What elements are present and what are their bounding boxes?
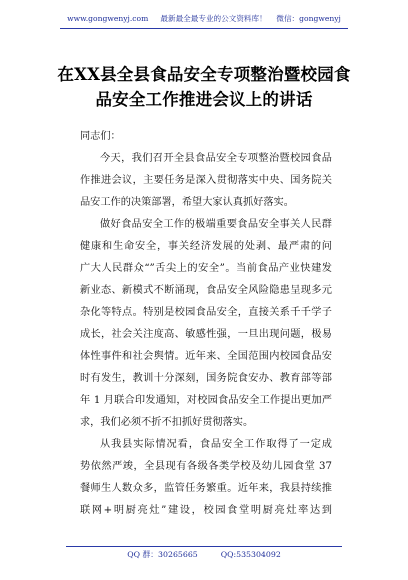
title-line-1: 在XX县全县食品安全专项整治暨校园食 [57, 65, 351, 84]
body-line: 广大人民群众“”舌尖上的安全”。当前食品产业快建发 [80, 263, 332, 274]
document-body [80, 126, 332, 522]
body-line: 从我县实际情况看，食品安全工作取得了一定成 [100, 439, 332, 450]
body-line: 求，我们必须不折不扣抓好贯彻落实。 [80, 417, 254, 428]
body-line: 年 1 月联合印发通知，对校园食品安全工作提出更加严 [80, 395, 332, 406]
header-banner [0, 14, 408, 24]
body-line: 品安工作的决策部署，希望大家认真抓好落实。 [80, 197, 294, 208]
body-line: 健康和生命安全，事关经济发展的处剥、最严肃的问 [80, 241, 332, 252]
body-line: 体性事件和社会舆情。近年来、全国范围内校园食品安 [80, 351, 332, 362]
footer-qq-group: QQ 群：30265665 [127, 550, 198, 559]
title-line-2: 品安全工作推进会议上的讲话 [95, 90, 313, 109]
header-slogan: 最新最全最专业的公文资料库！ [160, 14, 267, 23]
body-line: 时有发生，教训十分深刻，国务院食安办、教育部等部 [80, 373, 332, 384]
header-divider [60, 28, 348, 29]
document-title [54, 62, 354, 112]
greeting: 同志们： [80, 131, 121, 142]
body-line: 餐师生人数众多，监管任务繁重。近年来，我县持续推 [80, 483, 332, 494]
body-line: 联网+明厨亮灶”建设，校园食堂明厨亮灶率达到 [80, 505, 332, 516]
footer-divider [66, 546, 342, 547]
body-line: 势依然严竣，全县现有各级各类学校及幼儿园食堂 37 [80, 461, 332, 472]
header-wechat: 微信：gongwenyj [276, 14, 341, 23]
footer-qq: QQ:535304092 [220, 550, 281, 559]
body-line: 今天，我们召开全县食品安全专项整治暨校园食品 [100, 153, 332, 164]
body-line: 作推进会议，主要任务是深入贯彻落实中央、国务院关 [80, 175, 332, 186]
body-line: 新业态、新模式不断涌现，食品安全风险隐患呈现多元 [80, 285, 332, 296]
body-line: 做好食品安全工作的极端重要食品安全事关人民群 [100, 219, 332, 230]
body-line: 成长，社会关注度高、敏感性强，一旦出现问题，极易 [80, 329, 332, 340]
header-website[interactable]: www.gongwenyj.com [67, 14, 149, 23]
body-line: 杂化等特点。特别是校园食品安全，直接关系千千学子 [80, 307, 332, 318]
footer [0, 549, 408, 560]
